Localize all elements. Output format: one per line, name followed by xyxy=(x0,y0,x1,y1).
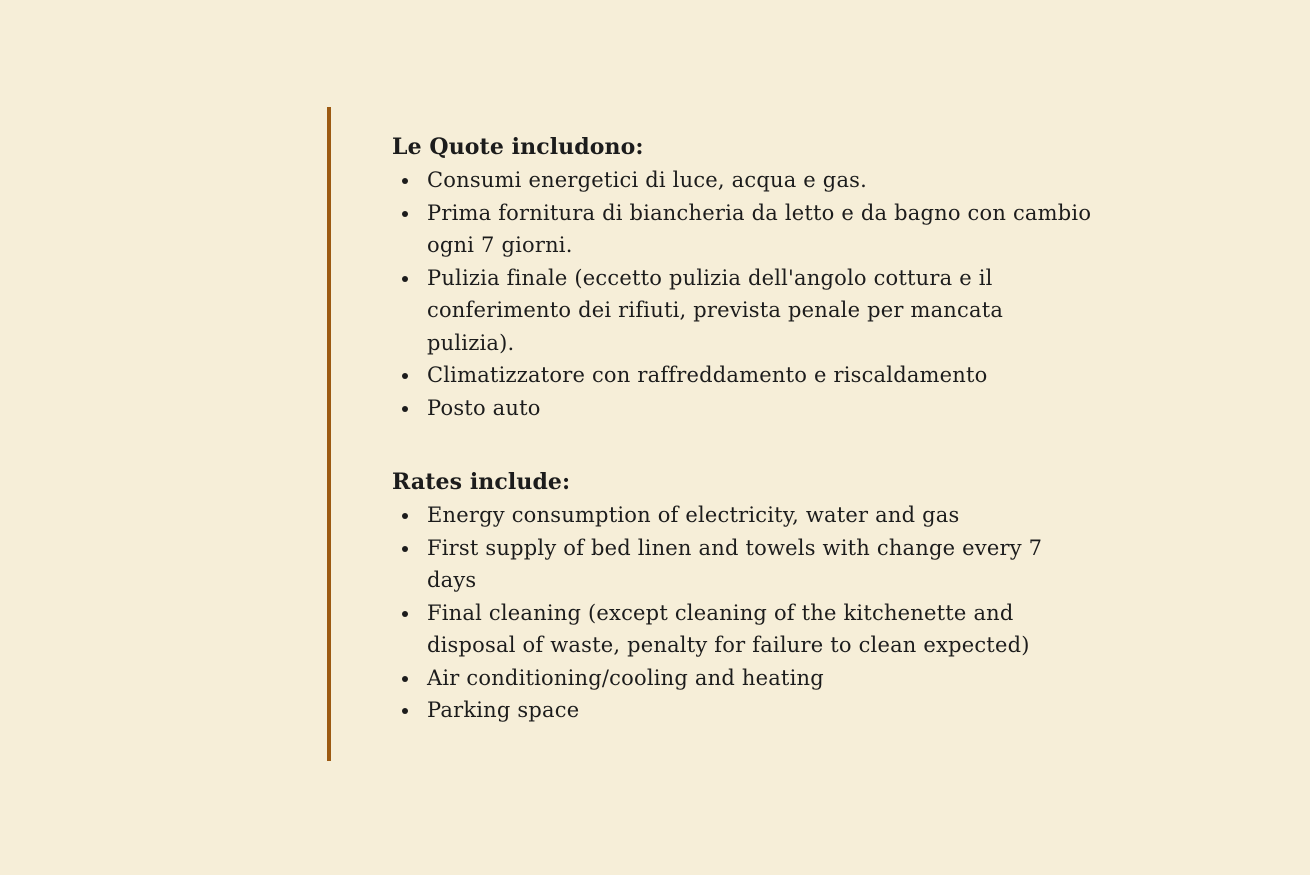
rates-content xyxy=(392,131,1092,727)
accent-bar xyxy=(327,107,331,761)
list-item: Pulizia finale (eccetto pulizia dell'angolo cottura e il conferimento dei rifiuti, prevista penale per mancata pulizia). xyxy=(392,262,1092,360)
english-section xyxy=(392,466,1092,727)
list-item: Final cleaning (except cleaning of the kitchenette and disposal of waste, penalty for failure to clean expected) xyxy=(392,597,1092,662)
list-item: Prima fornitura di biancheria da letto e da bagno con cambio ogni 7 giorni. xyxy=(392,197,1092,262)
english-items-list xyxy=(392,499,1092,727)
list-item: Posto auto xyxy=(392,392,1092,425)
list-item: Energy consumption of electricity, water and gas xyxy=(392,499,1092,532)
list-item: Climatizzatore con raffreddamento e riscaldamento xyxy=(392,359,1092,392)
italian-section xyxy=(392,131,1092,424)
list-item: Air conditioning/cooling and heating xyxy=(392,662,1092,695)
italian-section-title: Le Quote includono: xyxy=(392,134,644,160)
english-section-title: Rates include: xyxy=(392,469,571,495)
list-item: First supply of bed linen and towels with change every 7 days xyxy=(392,532,1092,597)
list-item: Consumi energetici di luce, acqua e gas. xyxy=(392,164,1092,197)
italian-items-list xyxy=(392,164,1092,424)
list-item: Parking space xyxy=(392,694,1092,727)
